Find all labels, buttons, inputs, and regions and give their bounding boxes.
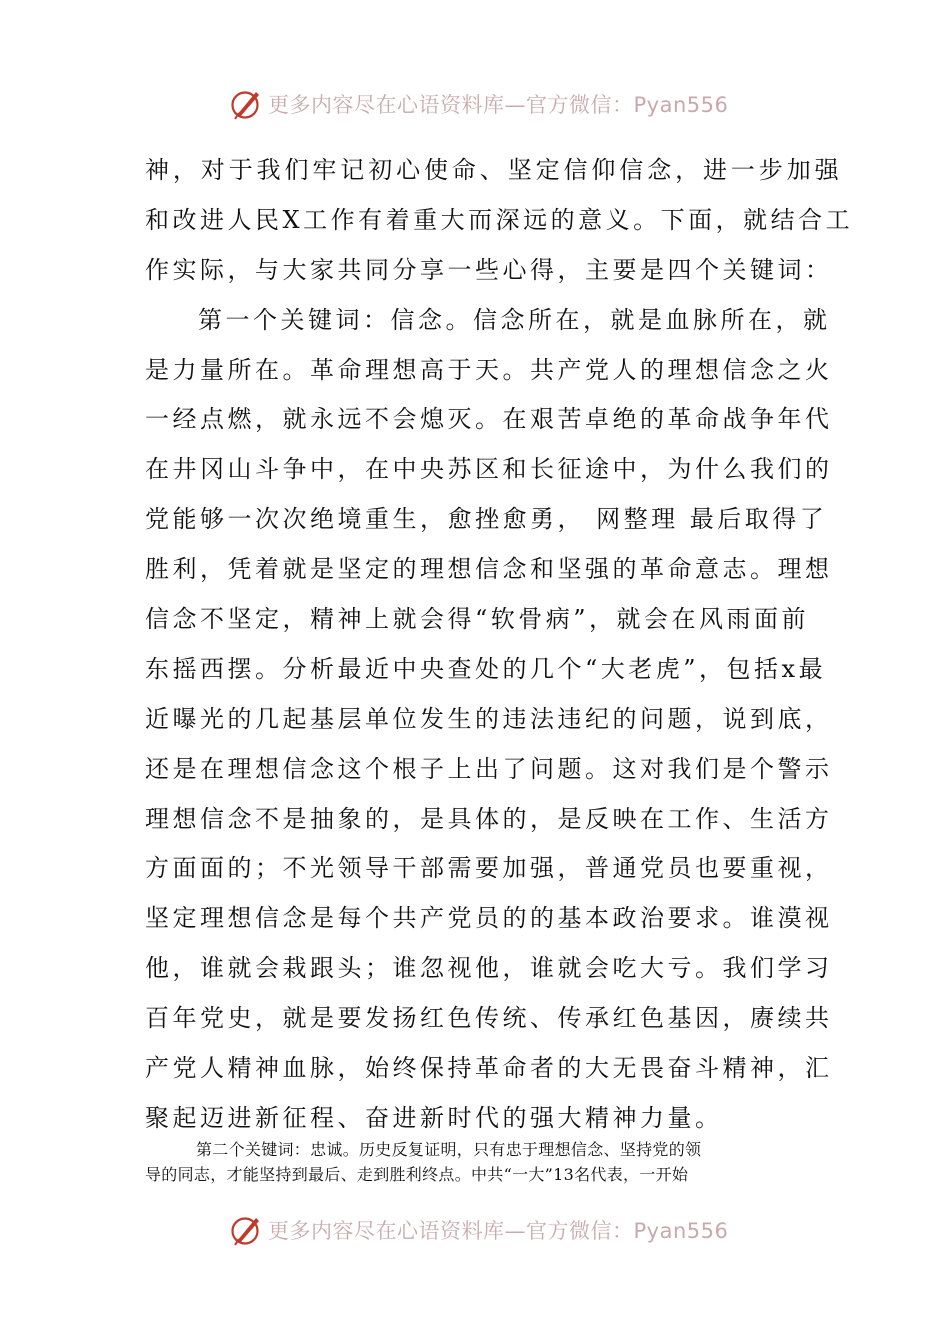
text-line: 产党人精神血脉，始终保持革命者的大无畏奋斗精神，汇 <box>145 1054 833 1083</box>
watermark-text: 更多内容尽在心语资料库—官方微信：Pyan556 <box>268 93 729 117</box>
text-line: 是力量所在。革命理想高于天。共产党人的理想信念之火 <box>145 355 833 384</box>
document-body <box>145 146 854 1144</box>
text-line: 信念不坚定，精神上就会得“软骨病”，就会在风雨面前 <box>145 605 810 634</box>
keyword1-heading-line: 第一个关键词：信念。信念所在，就是血脉所在，就 <box>198 305 831 334</box>
text-line: 胜利，凭着就是坚定的理想信念和坚强的革命意志。理想 <box>145 555 833 584</box>
text-line: 东摇西摆。分析最近中央查处的几个“大老虎”，包括x最 <box>145 654 827 683</box>
text-line: 在井冈山斗争中，在中央苏区和长征途中，为什么我们的 <box>145 455 833 484</box>
text-line: 党能够一次次绝境重生，愈挫愈勇， 网整理 最后取得了 <box>145 505 828 534</box>
text-line: 理想信念不是抽象的，是具体的，是反映在工作、生活方 <box>145 804 833 833</box>
text-line: 和改进人民X工作有着重大而深远的意义。下面，就结合工 <box>145 205 854 234</box>
watermark-text: 更多内容尽在心语资料库—官方微信：Pyan556 <box>268 1219 729 1243</box>
quill-logo-icon <box>228 1212 264 1248</box>
text-line: 方面面的；不光领导干部需要加强，普通党员也要重视， <box>145 854 833 883</box>
text-line: 还是在理想信念这个根子上出了问题。这对我们是个警示 <box>145 754 833 783</box>
watermark-footer <box>228 1210 728 1250</box>
keyword2-paragraph <box>145 1137 810 1187</box>
text-line: 近曝光的几起基层单位发生的违法违纪的问题，说到底， <box>145 704 833 733</box>
text-line: 百年党史，就是要发扬红色传统、传承红色基因，赓续共 <box>145 1004 833 1033</box>
text-line: 一经点燃，就永远不会熄灭。在艰苦卓绝的革命战争年代 <box>145 405 833 434</box>
text-line: 他，谁就会栽跟头；谁忽视他，谁就会吃大亏。我们学习 <box>145 954 833 983</box>
text-line: 神，对于我们牢记初心使命、坚定信仰信念，进一步加强 <box>145 156 843 184</box>
text-line: 作实际，与大家共同分享一些心得，主要是四个关键词： <box>145 255 833 284</box>
quill-logo-icon <box>228 86 264 122</box>
text-line: 导的同志，才能坚持到最后、走到胜利终点。中共“一大”13名代表，一开始 <box>145 1165 689 1184</box>
keyword2-heading-line: 第二个关键词：忠诚。历史反复证明，只有忠于理想信念、坚持党的领 <box>196 1140 702 1159</box>
text-line: 坚定理想信念是每个共产党员的的基本政治要求。谁漠视 <box>145 904 833 933</box>
watermark-header <box>228 84 728 124</box>
text-line: 聚起迈进新征程、奋进新时代的强大精神力量。 <box>145 1103 723 1132</box>
